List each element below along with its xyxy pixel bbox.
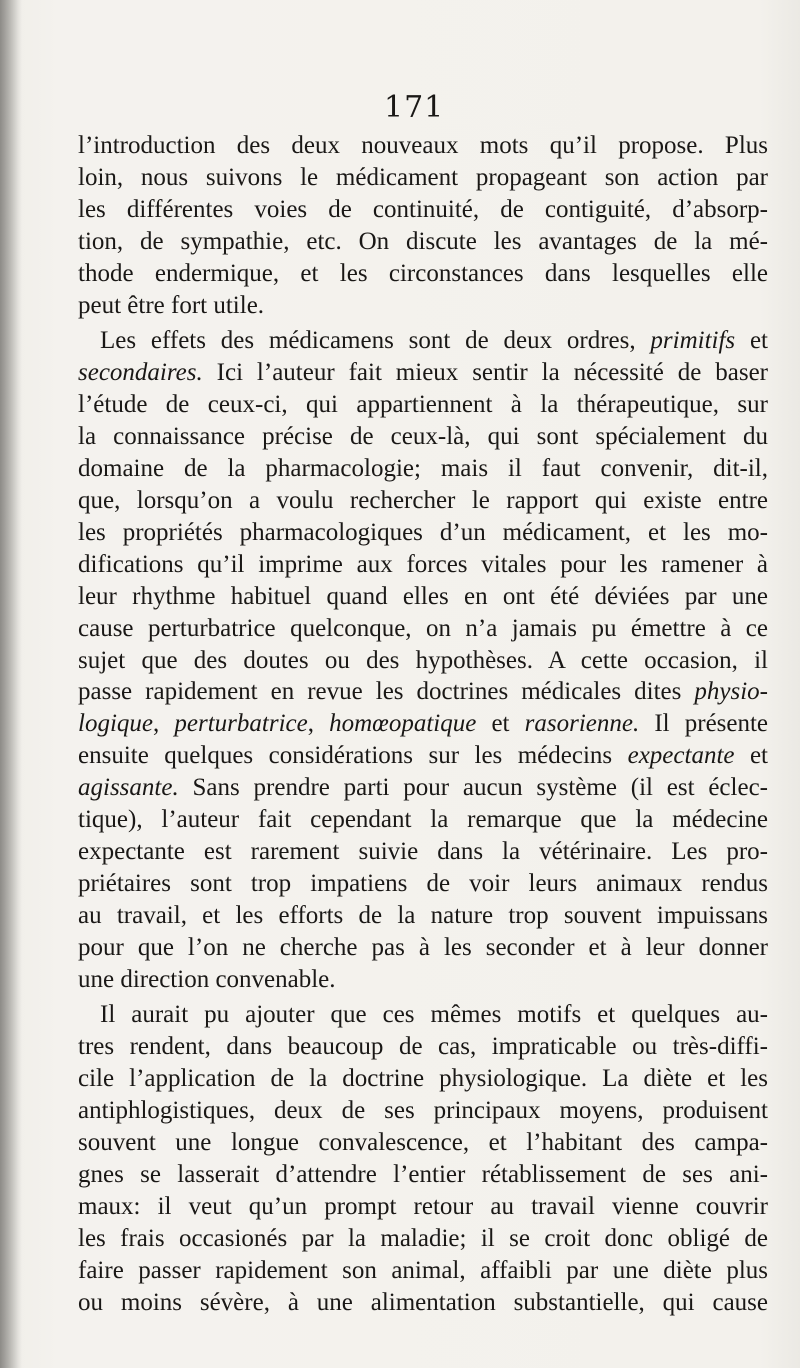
text-segment: Il présente: [639, 710, 769, 738]
body-text: [78, 130, 768, 1319]
text-line: [78, 772, 768, 804]
text-line: [78, 325, 768, 357]
text-line: [78, 485, 768, 517]
text-segment: la connaissance précise de ceux-là, qui sont spécialement du: [78, 423, 768, 451]
text-segment: difications qu’il imprime aux forces vitales pour les ramener à: [78, 550, 768, 578]
text-line: [78, 290, 768, 322]
text-segment: sujet que des doutes ou des hypothèses. A cette occasion, il: [78, 646, 768, 674]
text-segment: domaine de la pharmacologie; mais il faut convenir, dit-il,: [78, 455, 768, 483]
text-segment: peut être fort utile.: [78, 291, 265, 319]
text-line: [78, 581, 768, 613]
text-segment: tion, de sympathie, etc. On discute les avantages de la mé-: [78, 227, 768, 255]
text-line: [78, 1255, 768, 1287]
text-segment: que, lorsqu’on a voulu rechercher le rapport qui existe entre: [78, 486, 768, 514]
text-segment: maux: il veut qu’un prompt retour au travail vienne couvrir: [78, 1192, 768, 1220]
text-segment: cile l’application de la doctrine physiologique. La diète et les: [78, 1065, 768, 1093]
text-line: [78, 226, 768, 258]
italic-term: secondaires.: [78, 359, 203, 387]
italic-term: agissante.: [78, 774, 179, 802]
text-line: [78, 194, 768, 226]
text-line: [78, 1223, 768, 1255]
text-line: [78, 999, 768, 1031]
text-line: [78, 900, 768, 932]
text-line: [78, 676, 768, 708]
text-line: [78, 932, 768, 964]
text-line: [78, 645, 768, 677]
text-segment: Ici l’auteur fait mieux sentir la nécessité de baser: [202, 359, 768, 387]
text-line: [78, 613, 768, 645]
text-segment: tres rendent, dans beaucoup de cas, impraticable ou très-diffi-: [78, 1033, 768, 1061]
text-segment: tique), l’auteur fait cependant la remarque que la médecine: [78, 806, 768, 834]
text-segment: thode endermique, et les circonstances dans lesquelles elle: [78, 259, 768, 287]
italic-term: expectante: [627, 742, 735, 770]
text-line: [78, 549, 768, 581]
text-segment: Sans prendre parti pour aucun système (il est éclec-: [178, 774, 768, 802]
text-segment: ensuite quelques considérations sur les médecins: [78, 742, 628, 770]
page-number: 171: [384, 90, 445, 125]
text-segment: les frais occasionés par la maladie; il se croit donc obligé de: [78, 1224, 768, 1252]
text-line: [78, 1127, 768, 1159]
text-line: [78, 1159, 768, 1191]
text-segment: ,: [153, 710, 175, 738]
text-segment: expectante est rarement suivie dans la vétérinaire. Les pro-: [78, 837, 768, 865]
text-line: [78, 964, 768, 996]
text-line: [78, 162, 768, 194]
text-segment: gnes se lasserait d’attendre l’entier rétablissement de ses ani-: [78, 1161, 768, 1188]
text-line: [78, 740, 768, 772]
text-line: [78, 130, 768, 162]
text-line: [78, 517, 768, 549]
text-segment: et: [476, 710, 525, 738]
text-segment: cause perturbatrice quelconque, on n’a jamais pu émettre à ce: [78, 614, 768, 642]
italic-term: physio-: [694, 678, 768, 706]
text-line: [78, 1031, 768, 1063]
text-line: [78, 1095, 768, 1127]
text-line: [78, 453, 768, 485]
text-line: [78, 804, 768, 836]
text-segment: souvent une longue convalescence, et l’habitant des campa-: [78, 1129, 768, 1157]
text-segment: l’étude de ceux-ci, qui appartiennent à la thérapeutique, sur: [78, 391, 768, 419]
binding-shadow: [0, 0, 22, 1368]
text-segment: Les effets des médicamens sont de deux ordres,: [100, 327, 651, 355]
text-segment: antiphlogistiques, deux de ses principaux moyens, produisent: [78, 1097, 768, 1125]
text-segment: loin, nous suivons le médicament propageant son action par: [78, 163, 768, 191]
text-segment: et: [734, 742, 768, 770]
text-segment: pour que l’on ne cherche pas à les seconder et à leur donner: [78, 933, 768, 961]
text-line: [78, 357, 768, 389]
text-segment: les propriétés pharmacologiques d’un médicament, et les mo-: [78, 518, 768, 546]
text-line: [78, 1287, 768, 1319]
text-line: [78, 708, 768, 740]
text-line: [78, 389, 768, 421]
text-segment: l’introduction des deux nouveaux mots qu’il propose. Plus: [78, 132, 768, 159]
text-segment: au travail, et les efforts de la nature trop souvent impuissans: [78, 901, 768, 929]
text-segment: une direction convenable.: [78, 965, 336, 993]
text-segment: passe rapidement en revue les doctrines médicales dites: [78, 678, 695, 706]
text-line: [78, 868, 768, 900]
text-line: [78, 1191, 768, 1223]
text-line: [78, 836, 768, 868]
italic-term: perturbatrice: [174, 710, 308, 738]
italic-term: logique: [78, 710, 153, 738]
text-segment: ,: [307, 710, 330, 738]
text-line: [78, 1063, 768, 1095]
text-segment: leur rhythme habituel quand elles en ont été déviées par une: [78, 582, 768, 610]
text-segment: et: [735, 327, 768, 355]
text-segment: ou moins sévère, à une alimentation substantielle, qui cause: [78, 1288, 768, 1316]
text-segment: priétaires sont trop impatiens de voir leurs animaux rendus: [78, 869, 768, 897]
text-segment: faire passer rapidement son animal, affaibli par une diète plus: [78, 1256, 768, 1284]
italic-term: primitifs: [650, 327, 736, 355]
text-segment: les différentes voies de continuité, de contiguité, d’absorp-: [78, 195, 768, 223]
italic-term: homœopatique: [329, 710, 477, 738]
text-segment: Il aurait pu ajouter que ces mêmes motifs et quelques au-: [100, 1001, 768, 1029]
text-line: [78, 258, 768, 290]
text-line: [78, 421, 768, 453]
italic-term: rasorienne.: [524, 710, 640, 738]
